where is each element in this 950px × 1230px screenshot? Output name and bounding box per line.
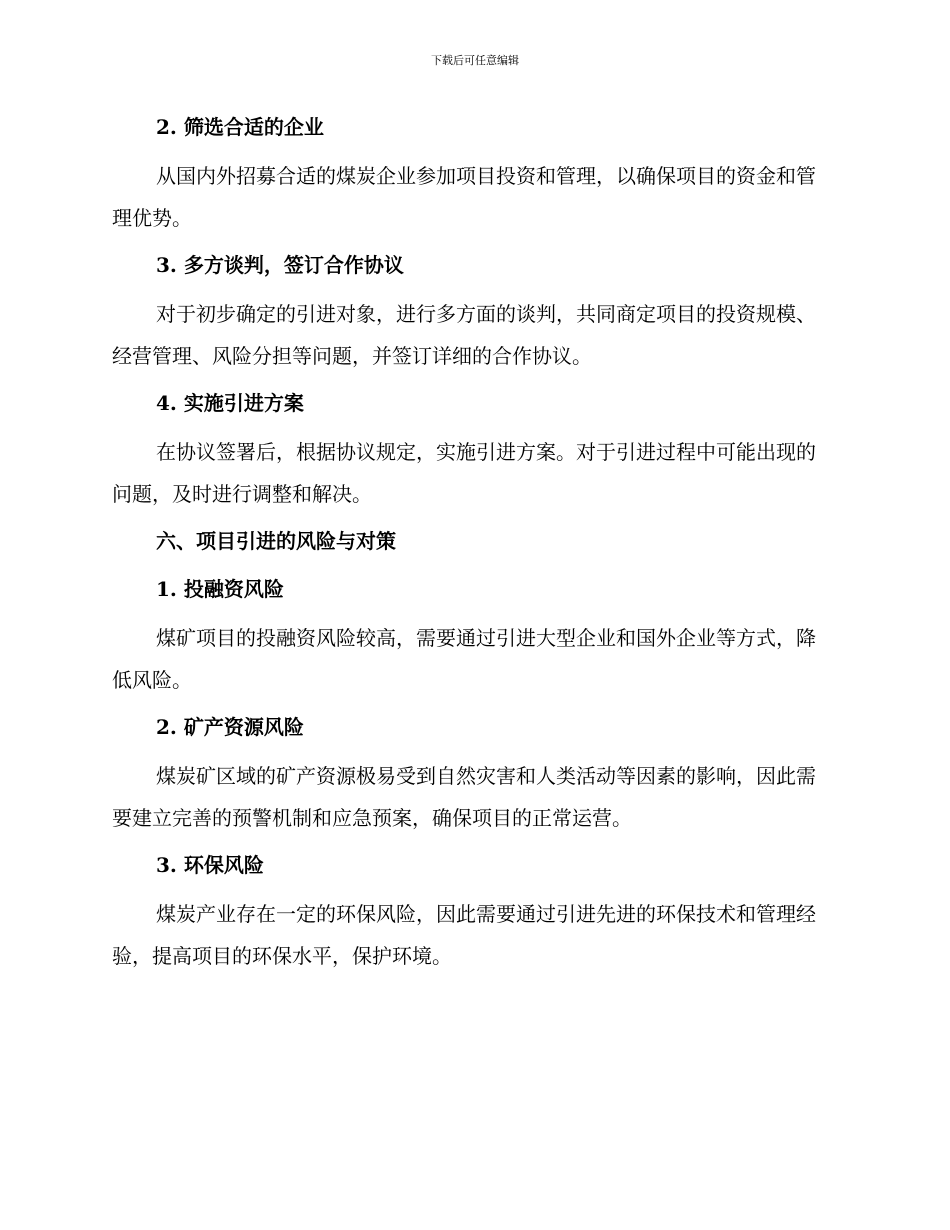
section-heading: 3. 多方谈判，签订合作协议 — [156, 253, 404, 277]
document-body — [112, 107, 832, 983]
section-heading: 2. 筛选合适的企业 — [156, 115, 324, 139]
section-heading: 2. 矿产资源风险 — [156, 715, 304, 739]
paragraph: 从国内外招募合适的煤炭企业参加项目投资和管理，以确保项目的资金和管理优势。 — [112, 164, 816, 230]
paragraph: 煤炭产业存在一定的环保风险，因此需要通过引进先进的环保技术和管理经验，提高项目的环保水平，保护环境。 — [112, 902, 816, 968]
paragraph: 煤炭矿区域的矿产资源极易受到自然灾害和人类活动等因素的影响，因此需要建立完善的预警机制和应急预案，确保项目的正常运营。 — [112, 764, 816, 830]
page-header: 下载后可任意编辑 — [431, 54, 519, 67]
section-heading: 3. 环保风险 — [156, 853, 264, 877]
paragraph: 在协议签署后，根据协议规定，实施引进方案。对于引进过程中可能出现的问题，及时进行调整和解决。 — [112, 440, 816, 506]
chapter-heading: 六、项目引进的风险与对策 — [156, 529, 396, 553]
paragraph: 对于初步确定的引进对象，进行多方面的谈判，共同商定项目的投资规模、经营管理、风险分担等问题，并签订详细的合作协议。 — [112, 302, 816, 368]
section-heading: 4. 实施引进方案 — [156, 391, 304, 415]
paragraph: 煤矿项目的投融资风险较高，需要通过引进大型企业和国外企业等方式，降低风险。 — [112, 626, 816, 692]
section-heading: 1. 投融资风险 — [156, 577, 284, 601]
